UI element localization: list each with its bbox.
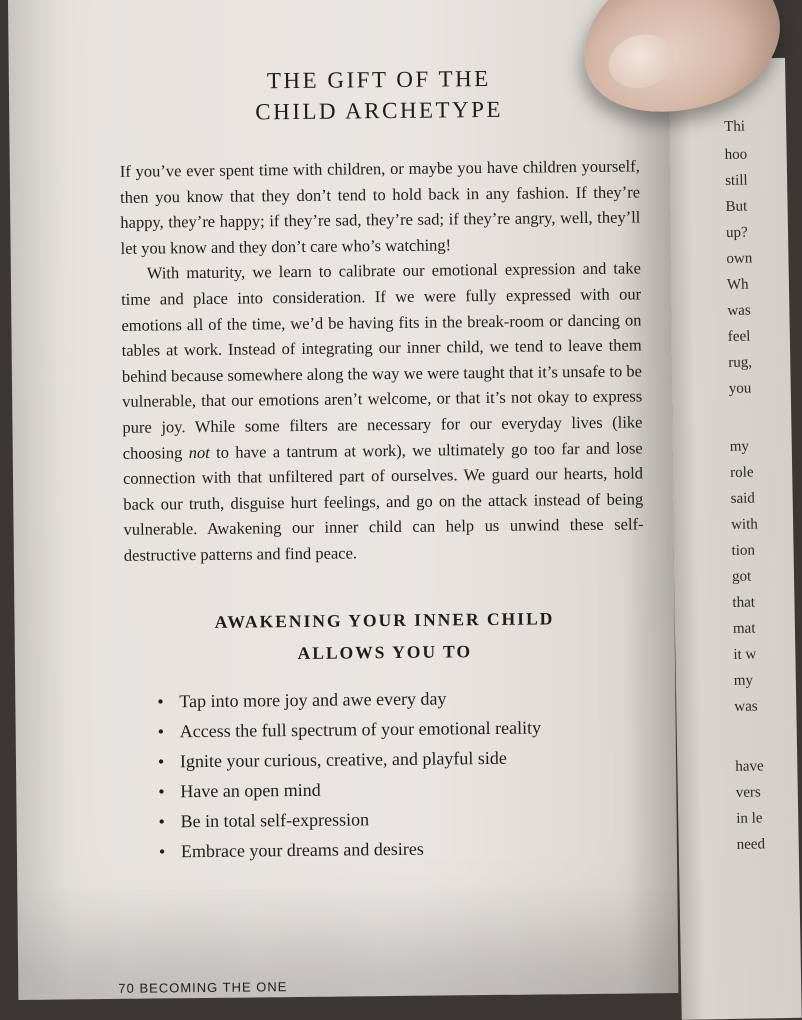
facing-page-fragment: have — [735, 758, 764, 775]
list-item: • Embrace your dreams and desires — [159, 831, 647, 866]
facing-page-fragment: mat — [732, 620, 756, 637]
section-heading — [124, 601, 645, 670]
facing-page-fragment: my — [729, 438, 750, 455]
page-footer: 70 BECOMING THE ONE — [118, 979, 288, 996]
body-text — [120, 153, 644, 568]
facing-page-fragment: need — [736, 836, 766, 853]
emphasis-text: not — [188, 442, 210, 462]
paragraph-text: to have a tantrum at work), we ultimately go too far and lose connection with that unfiltered part of ourselves. We guard our hearts, hold back our truth, disguise hurt feelings, and go on the attack instead of being vulnerable. Awakening our inner child can help us unwind these self-destructive patterns and find peace. — [122, 437, 644, 565]
facing-page-fragment: still — [724, 172, 748, 189]
facing-page-fragment: got — [731, 568, 752, 585]
paragraph: If you’ve ever spent time with children, or maybe you have children yourself, then you know that they don’t tend to hold back in any fashion. If they’re happy, they’re happy; if they’re sad, they’re sad; if they’re angry, well, they’ll let you know and they don’t care who’s watching! — [119, 156, 641, 258]
list-item: • Have an open mind — [158, 771, 646, 806]
facing-page-fragment: said — [730, 490, 755, 507]
facing-page-fragment: you — [728, 380, 752, 397]
section-heading-line: AWAKENING YOUR INNER CHILD — [214, 607, 555, 632]
facing-page-fragment: role — [730, 464, 754, 481]
facing-page-fragment: But — [725, 198, 748, 215]
chapter-title — [119, 61, 640, 128]
list-item: • Access the full spectrum of your emotional reality — [158, 711, 646, 746]
facing-page-fragment: feel — [727, 328, 751, 345]
facing-page-fragment: vers — [735, 784, 761, 801]
facing-page-fragment: my — [733, 672, 754, 689]
book-page — [8, 0, 678, 1000]
thumbnail — [602, 26, 681, 96]
facing-page-fragment: hoo — [724, 146, 748, 163]
facing-page-fragment: rug, — [728, 354, 753, 371]
page-content — [119, 61, 647, 866]
paragraph-text: With maturity, we learn to calibrate our emotional expression and take time and place into consideration. If we were fully expressed with our emotions all of the time, we’d be having fits in the break-room or dancing on tables at work. Instead of integrating our inner child, we tend to leave them behind because somewhere along the way we were taught that it’s unsafe to be vulnerable, that our emotions aren’t welcome, or that it’s not okay to express pure joy. While some filters are necessary for our everyday lives (like choosing — [121, 258, 643, 463]
paragraph — [121, 256, 644, 569]
facing-page-fragment: own — [726, 250, 753, 267]
facing-page-fragment: up? — [725, 224, 748, 241]
facing-page-fragment: Wh — [726, 276, 749, 293]
facing-page — [665, 58, 802, 1020]
facing-page-fragment: with — [730, 516, 758, 533]
facing-page-fragment: Thi — [724, 118, 746, 135]
bullet-list — [157, 681, 647, 866]
list-item: • Ignite your curious, creative, and playful side — [158, 741, 646, 776]
facing-page-fragment: was — [734, 698, 758, 715]
facing-page-fragment: was — [727, 302, 751, 319]
facing-page-fragment: in le — [736, 810, 763, 827]
chapter-title-line: THE GIFT OF THE — [266, 65, 491, 94]
chapter-title-line: CHILD ARCHETYPE — [255, 96, 504, 125]
facing-page-fragment: that — [732, 594, 756, 611]
facing-page-fragment: tion — [731, 542, 756, 559]
section-heading-line: ALLOWS YOU TO — [297, 640, 473, 663]
list-item: • Be in total self-expression — [158, 801, 646, 836]
list-item: • Tap into more joy and awe every day — [157, 681, 645, 716]
facing-page-fragment: it w — [733, 646, 757, 663]
